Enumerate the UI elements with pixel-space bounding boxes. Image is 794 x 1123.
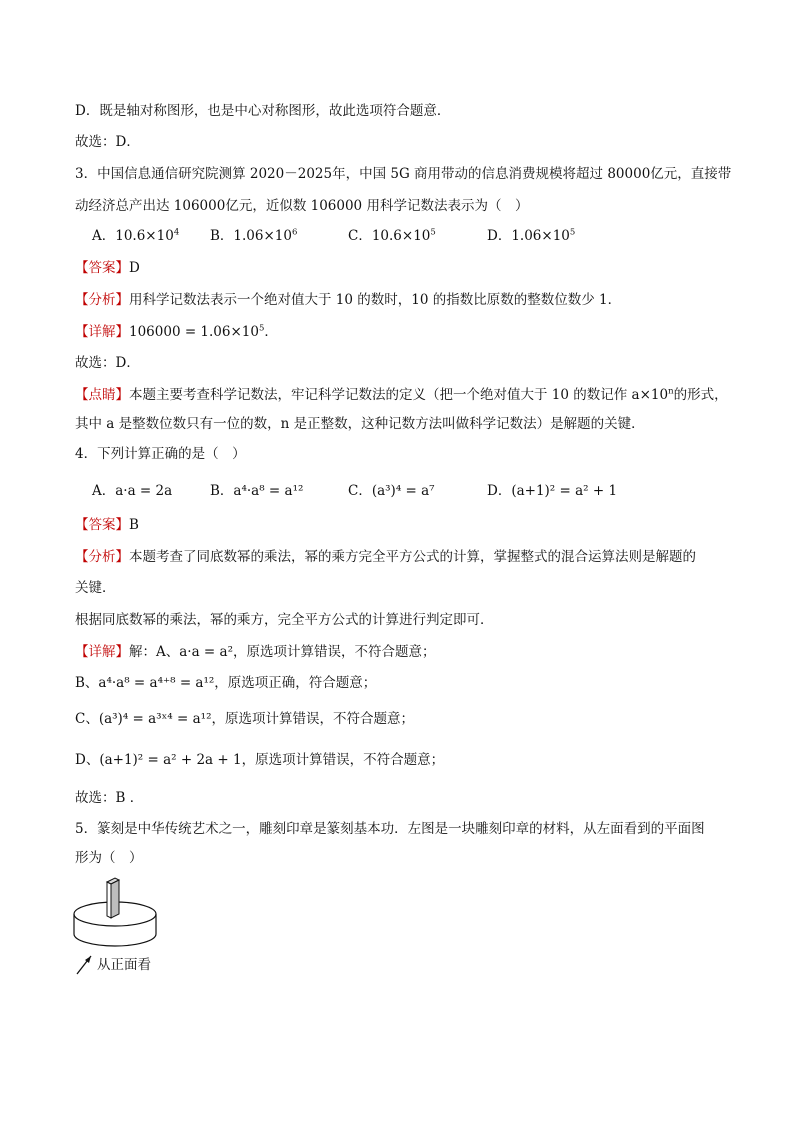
q4-option-b: B．a⁴·a⁸ = a¹² xyxy=(210,483,304,499)
q3-analysis: 【分析】用科学记数法表示一个绝对值大于 10 的数时，10 的指数比原数的整数位数少 1． xyxy=(75,292,622,308)
figure-view-label: 从正面看 xyxy=(97,957,151,973)
q3-selection: 故选：D． xyxy=(75,355,140,371)
q3-stem-line1: 3．中国信息通信研究院测算 2020－2025年，中国 5G 商用带动的信息消费规模将超过 80000亿元，直接带 xyxy=(75,166,732,182)
q4-analysis-line1: 【分析】本题考查了同底数幂的乘法，幂的乘方完全平方公式的计算，掌握整式的混合运算法则是解题的 xyxy=(75,549,696,565)
analysis-tag: 【分析】 xyxy=(75,549,129,565)
q5-stem-line1: 5．篆刻是中华传统艺术之一，雕刻印章是篆刻基本功．左图是一块雕刻印章的材料，从左面看到的平面图 xyxy=(75,821,705,837)
point-tag: 【点睛】 xyxy=(75,387,129,403)
slab-side-face xyxy=(111,880,119,918)
q3-option-b: B．$1.06\times 10^6$ xyxy=(210,227,298,244)
q4-analysis-line3: 根据同底数幂的乘法，幂的乘方，完全平方公式的计算进行判定即可． xyxy=(75,612,494,628)
q3-point-line1: 【点睛】本题主要考查科学记数法，牢记科学记数法的定义（把一个绝对值大于 10 的数记作 $a\times 10^n$的形式， xyxy=(75,386,728,403)
q4-option-d: D．(a+1)² = a² + 1 xyxy=(487,483,618,499)
answer-tag: 【答案】 xyxy=(75,260,129,276)
q4-option-a: A．a·a = 2a xyxy=(92,483,173,499)
q3-detail: 【详解】$106000 = 1.06\times 10^5$． xyxy=(75,323,278,340)
q2-selection: 故选：D． xyxy=(75,134,140,150)
answer-tag: 【答案】 xyxy=(75,517,129,533)
q3-option-d: D．$1.06\times 10^5$ xyxy=(487,227,576,244)
q3-option-c: C．$10.6\times 10^5$ xyxy=(348,227,436,244)
q4-stem: 4．下列计算正确的是（ ） xyxy=(75,446,246,462)
slab-front-face xyxy=(107,882,111,918)
q4-detail-d: D、(a+1)² = a² + 2a + 1，原选项计算错误，不符合题意； xyxy=(75,752,445,768)
q4-detail-c: C、(a³)⁴ = a³ˣ⁴ = a¹²，原选项计算错误，不符合题意； xyxy=(75,711,414,727)
q4-selection: 故选：B ． xyxy=(75,790,144,806)
q4-detail-b: B、a⁴·a⁸ = a⁴⁺⁸ = a¹²，原选项正确，符合题意； xyxy=(75,675,377,691)
q4-analysis-line2: 关键． xyxy=(75,580,116,596)
q5-stem-line2: 形为（ ） xyxy=(75,850,143,866)
cylinder-bottom-arc xyxy=(74,934,156,946)
q3-point-line2: 其中 a 是整数位数只有一位的数，n 是正整数，这种记数方法叫做科学记数法）是解题的关键． xyxy=(75,416,645,432)
detail-tag: 【详解】 xyxy=(75,644,129,660)
q4-answer: 【答案】B xyxy=(75,517,139,533)
analysis-tag: 【分析】 xyxy=(75,292,129,308)
q4-detail-a: 【详解】解：A、a·a = a²，原选项计算错误，不符合题意； xyxy=(75,644,436,660)
q3-option-a: A．$10.6\times 10^4$ xyxy=(92,227,180,244)
q3-stem-line2: 动经济总产出达 106000亿元，近似数 106000 用科学记数法表示为（ ） xyxy=(75,198,529,214)
q3-answer: 【答案】D xyxy=(75,260,140,276)
q2-option-d-explanation: D．既是轴对称图形，也是中心对称图形，故此选项符合题意． xyxy=(75,103,451,119)
detail-tag: 【详解】 xyxy=(75,324,129,340)
q4-option-c: C．(a³)⁴ = a⁷ xyxy=(348,483,435,499)
